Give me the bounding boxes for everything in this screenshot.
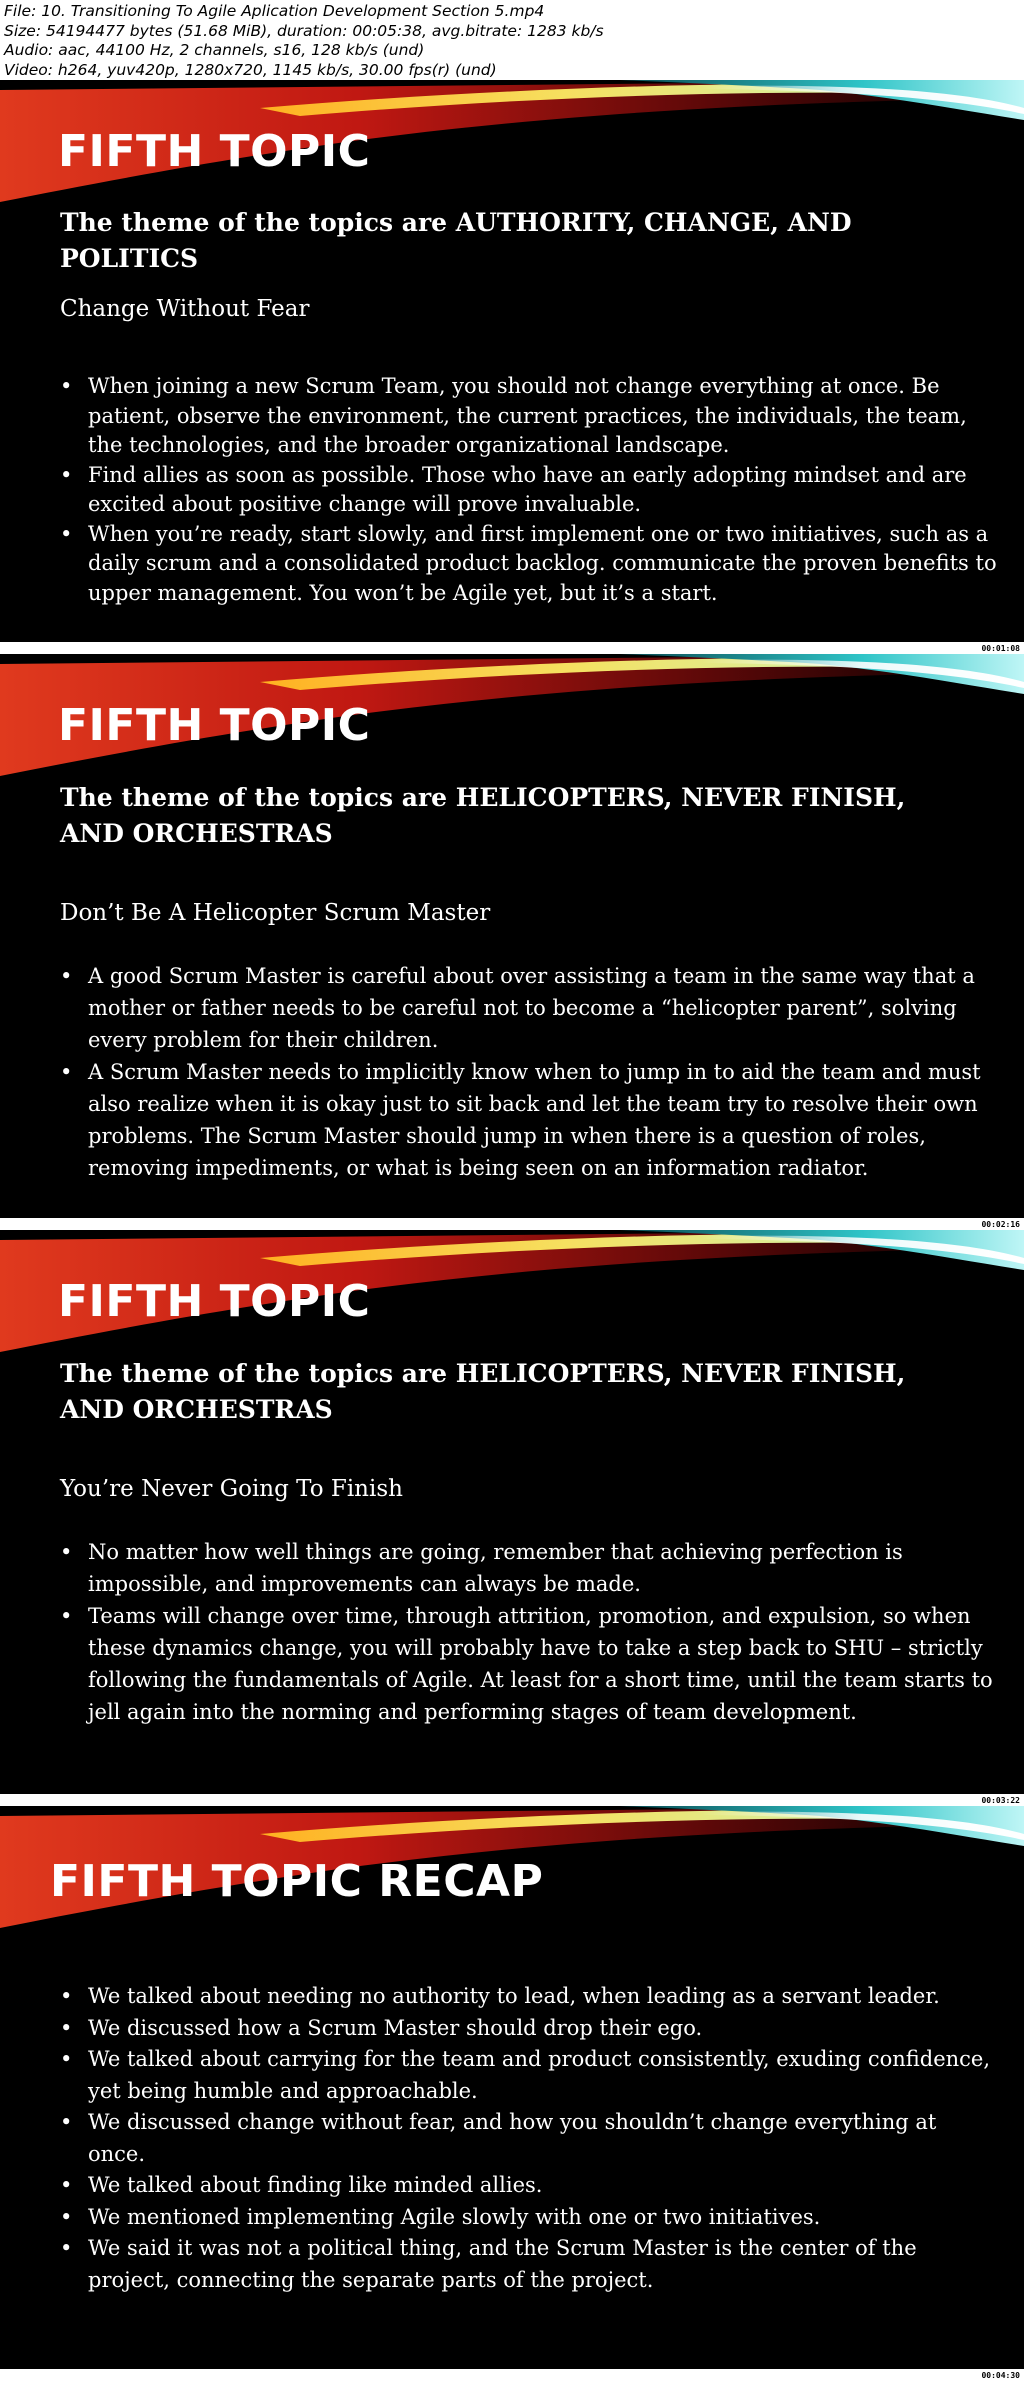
slide-4 xyxy=(0,1806,1024,2369)
timestamp: 00:02:16 xyxy=(981,1220,1020,1229)
slide-subtitle: You’re Never Going To Finish xyxy=(60,1476,403,1502)
bullet-item: • We mentioned implementing Agile slowly with one or two initiatives. xyxy=(58,2202,998,2234)
slide-3 xyxy=(0,1230,1024,1794)
slide-footer xyxy=(0,2369,1024,2381)
slide-title: FIFTH TOPIC xyxy=(58,1276,371,1327)
bullet-item: • We talked about finding like minded allies. xyxy=(58,2170,998,2202)
bullet-item: • We discussed how a Scrum Master should drop their ego. xyxy=(58,2013,998,2045)
bullet-item: • When joining a new Scrum Team, you should not change everything at once. Be patient, observe the environment, the current practices, the individuals, the team, the technologies, and the broader organizational landscape. xyxy=(58,372,998,461)
slide-1 xyxy=(0,80,1024,642)
slide-title: FIFTH TOPIC RECAP xyxy=(50,1856,544,1907)
bullet-item: • When you’re ready, start slowly, and first implement one or two initiatives, such as a daily scrum and a consolidated product backlog. communicate the proven benefits to upper management. You won’t be Agile yet, but it’s a start. xyxy=(58,520,998,609)
slide-2 xyxy=(0,654,1024,1218)
bullet-item: • We said it was not a political thing, and the Scrum Master is the center of the project, connecting the separate parts of the project. xyxy=(58,2233,998,2296)
bullet-item: • We discussed change without fear, and how you shouldn’t change everything at once. xyxy=(58,2107,998,2170)
slide-footer xyxy=(0,642,1024,654)
bullet-item: • We talked about needing no authority to lead, when leading as a servant leader. xyxy=(58,1981,998,2013)
slide-theme: The theme of the topics are HELICOPTERS, NEVER FINISH, AND ORCHESTRAS xyxy=(60,783,906,848)
slide-title: FIFTH TOPIC xyxy=(58,700,371,751)
timestamp: 00:03:22 xyxy=(981,1796,1020,1805)
file-info-line: Size: 54194477 bytes (51.68 MiB), duration: 00:05:38, avg.bitrate: 1283 kb/s xyxy=(4,21,604,40)
timestamp: 00:01:08 xyxy=(981,644,1020,653)
bullet-item: • No matter how well things are going, remember that achieving perfection is impossible, and improvements can always be made. xyxy=(58,1536,998,1600)
bullet-item: • Find allies as soon as possible. Those who have an early adopting mindset and are excited about positive change will prove invaluable. xyxy=(58,461,998,520)
bullet-item: • A good Scrum Master is careful about over assisting a team in the same way that a mother or father needs to be careful not to become a “helicopter parent”, solving every problem for their children. xyxy=(58,960,998,1056)
timestamp: 00:04:30 xyxy=(981,2371,1020,2380)
slide-theme: The theme of the topics are HELICOPTERS, NEVER FINISH, AND ORCHESTRAS xyxy=(60,1359,906,1424)
file-info-line: Video: h264, yuv420p, 1280x720, 1145 kb/s, 30.00 fps(r) (und) xyxy=(4,60,497,79)
bullet-item: • A Scrum Master needs to implicitly know when to jump in to aid the team and must also realize when it is okay just to sit back and let the team try to resolve their own problems. The Scrum Master should jump in when there is a question of roles, removing impediments, or what is being seen on an information radiator. xyxy=(58,1056,998,1184)
bullet-list xyxy=(58,1536,998,1728)
bullet-item: • We talked about carrying for the team and product consistently, exuding confidence, yet being humble and approachable. xyxy=(58,2044,998,2107)
slide-footer xyxy=(0,1218,1024,1230)
slide-title: FIFTH TOPIC xyxy=(58,126,371,177)
slide-subtitle: Don’t Be A Helicopter Scrum Master xyxy=(60,900,491,926)
bullet-list xyxy=(58,372,998,608)
file-info-line: File: 10. Transitioning To Agile Aplication Development Section 5.mp4 xyxy=(4,2,545,20)
bullet-list xyxy=(58,1981,998,2296)
bullet-list xyxy=(58,960,998,1184)
file-info-header xyxy=(0,0,1024,80)
slide-footer xyxy=(0,1794,1024,1806)
file-info-line: Audio: aac, 44100 Hz, 2 channels, s16, 128 kb/s (und) xyxy=(4,41,425,59)
slide-theme: The theme of the topics are AUTHORITY, CHANGE, AND POLITICS xyxy=(60,208,852,273)
slide-subtitle: Change Without Fear xyxy=(60,296,310,322)
bullet-item: • Teams will change over time, through attrition, promotion, and expulsion, so when these dynamics change, you will probably have to take a step back to SHU – strictly following the fundamentals of Agile. At least for a short time, until the team starts to jell again into the norming and performing stages of team development. xyxy=(58,1600,998,1728)
